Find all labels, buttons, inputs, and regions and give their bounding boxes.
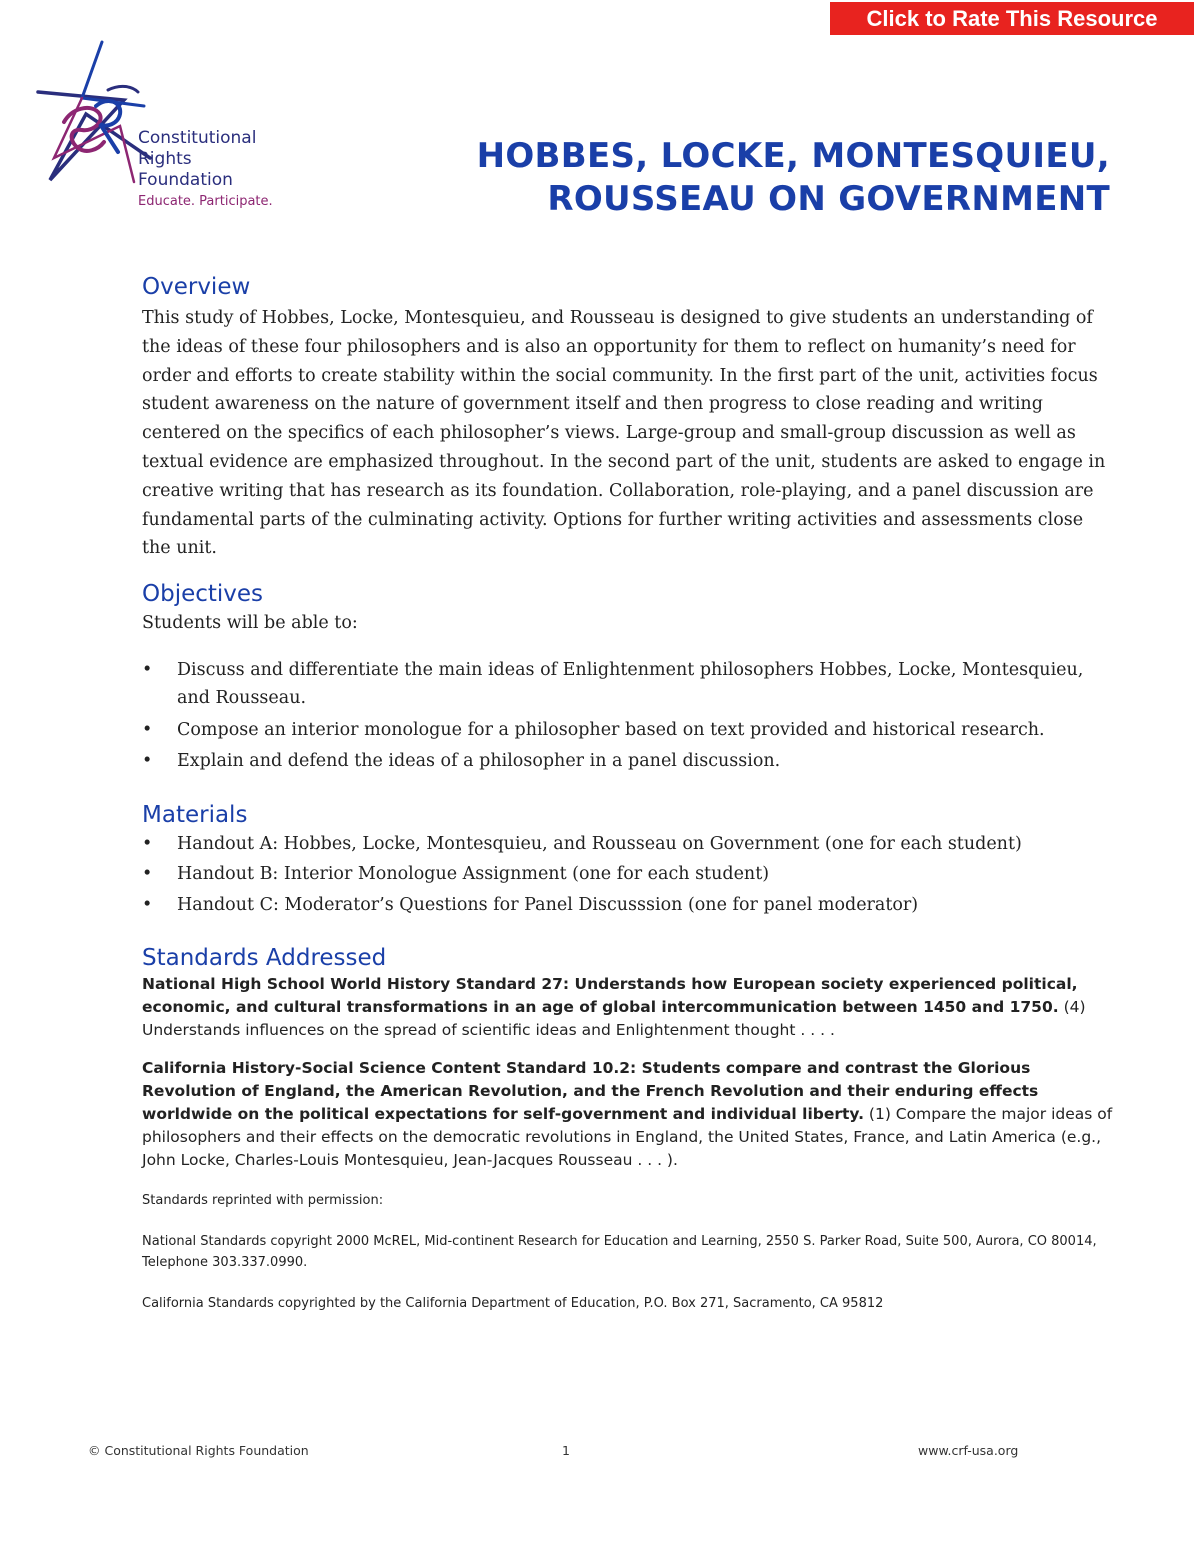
main-content [142, 272, 1117, 1314]
overview-heading: Overview [142, 274, 251, 300]
materials-heading: Materials [142, 801, 248, 828]
star-logo-icon [24, 40, 154, 190]
footer-website-link[interactable]: www.crf-usa.org [918, 1443, 1019, 1458]
objective-item: • Explain and defend the ideas of a philosopher in a panel discussion. [142, 747, 1117, 776]
objective-item: • Compose an interior monologue for a philosopher based on text provided and historical research. [142, 716, 1117, 745]
objectives-heading: Objectives [142, 581, 264, 608]
material-item: • Handout C: Moderator’s Questions for Panel Discusssion (one for panel moderator) [142, 891, 1117, 920]
national-standard-detail: (4) Understands influences on the spread of scientific ideas and Enlightenment thought . . . . [142, 998, 1086, 1040]
title-line-1: HOBBES, LOCKE, MONTESQUIEU, [476, 136, 1110, 176]
california-standard [142, 1057, 1117, 1172]
title-line-2: ROUSSEAU ON GOVERNMENT [547, 179, 1110, 219]
logo-tagline: Educate. Participate. [138, 194, 273, 209]
logo-line-1: Constitutional [138, 128, 257, 148]
national-copyright: National Standards copyright 2000 McREL, Mid-continent Research for Education and Learning, 2550 S. Parker Road, Suite 500, Aurora, CO 80014, Telephone 303.337.0990. [142, 1234, 1097, 1271]
footer-page-number: 1 [562, 1443, 570, 1458]
materials-list [142, 830, 1117, 920]
california-copyright: California Standards copyrighted by the California Department of Education, P.O. Box 271, Sacramento, CA 95812 [142, 1296, 884, 1312]
california-standard-title: California History-Social Science Content Standard 10.2: Students compare and contrast the Glorious Revolution of England, the American Revolution, and the French Revolution and their enduring effects worldwide on the political expectations for self-government and individual liberty. [142, 1059, 1039, 1124]
california-standard-detail: (1) Compare the major ideas of philosophers and their effects on the democratic revolutions in England, the United States, France, and Latin America (e.g., John Locke, Charles-Louis Montesquieu, Jean-Jacques Rousseau . . . ). [142, 1105, 1113, 1170]
logo-wordmark [138, 128, 273, 213]
material-item: • Handout A: Hobbes, Locke, Montesquieu, and Rousseau on Government (one for each student) [142, 830, 1117, 859]
reprint-notice: Standards reprinted with permission: [142, 1193, 384, 1209]
objective-item: • Discuss and differentiate the main ideas of Enlightenment philosophers Hobbes, Locke, Montesquieu, and Rousseau. [142, 656, 1117, 713]
rate-resource-button[interactable]: Click to Rate This Resource [830, 2, 1194, 35]
standards-heading: Standards Addressed [142, 945, 387, 972]
objectives-list [142, 656, 1117, 776]
logo-line-3: Foundation [138, 170, 233, 190]
objectives-intro: Students will be able to: [142, 613, 358, 634]
national-standard-title: National High School World History Standard 27: Understands how European society experienced political, economic, and cultural transformations in an age of global intercommunication between 1450 and 1750. [142, 975, 1078, 1017]
overview-text: This study of Hobbes, Locke, Montesquieu, and Rousseau is designed to give students an understanding of the ideas of these four philosophers and is also an opportunity for them to reflect on humanity’s need for order and efforts to create stability within the social community. In the first part of the unit, activities focus student awareness on the nature of government itself and then progress to close reading and writing centered on the specifics of each philosopher’s views. Large-group and small-group discussion as well as textual evidence are emphasized throughout. In the second part of the unit, students are asked to engage in creative writing that has research as its foundation. Collaboration, role-playing, and a panel discussion are fundamental parts of the culminating activity. Options for further writing activities and assessments close the unit. [142, 308, 1106, 559]
footer-copyright: © Constitutional Rights Foundation [88, 1443, 309, 1458]
logo-line-2: Rights [138, 149, 192, 169]
document-title [477, 135, 1110, 221]
national-standard [142, 973, 1117, 1042]
material-item: • Handout B: Interior Monologue Assignment (one for each student) [142, 860, 1117, 889]
